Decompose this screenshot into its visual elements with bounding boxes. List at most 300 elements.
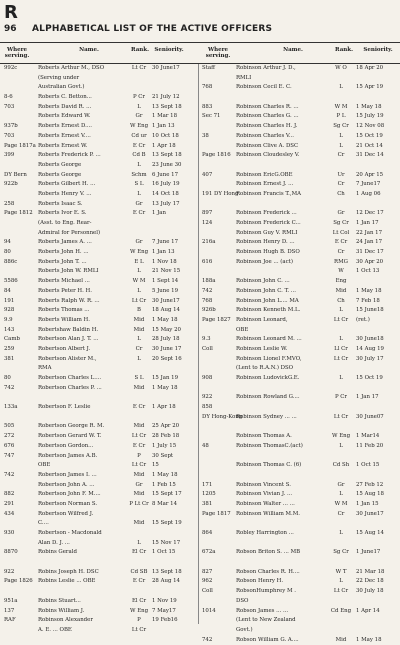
- table-row: [0, 568, 198, 578]
- seniority: 1 June17: [356, 549, 381, 556]
- where-serving: 381: [4, 355, 15, 362]
- officer-name: Roberts Ivor E. S.: [38, 210, 87, 217]
- where-serving: 291: [4, 500, 15, 507]
- table-row: [200, 161, 398, 171]
- officer-name: Robertson Alister M.,: [38, 355, 97, 362]
- where-serving: 48: [202, 442, 209, 449]
- table-row: [200, 229, 398, 239]
- seniority: 1 Nov 18: [152, 258, 177, 265]
- table-row: [200, 461, 398, 471]
- rank: L: [339, 442, 343, 449]
- table-row: [0, 267, 198, 277]
- rank: El Cr: [131, 549, 147, 556]
- officer-name: Robinson Clive A. DSC: [236, 142, 299, 149]
- where-serving: 188a: [202, 278, 216, 285]
- rank: Mid: [133, 471, 145, 478]
- rank: Sg Cr: [333, 220, 349, 226]
- table-row: [200, 636, 398, 645]
- rank: L: [137, 355, 141, 362]
- officer-name: Robinson John L.... MA: [236, 297, 299, 304]
- seniority: 1 Oct 13: [356, 268, 380, 275]
- rank: L: [137, 539, 141, 546]
- seniority: 31 Dec 17: [356, 249, 384, 256]
- where-serving: 883: [202, 103, 213, 110]
- where-serving: 143: [4, 326, 15, 333]
- officer-name: Roberts John H. ...: [38, 249, 89, 256]
- page-header: [0, 0, 400, 48]
- officer-name: Alan D. J. ...: [38, 539, 70, 546]
- seniority: 18 Apr 20: [356, 65, 384, 71]
- seniority: 1 Mar14: [356, 433, 380, 440]
- officer-name: (Serving under: [38, 74, 80, 81]
- seniority: 8 Mar 14: [152, 500, 178, 507]
- table-row: [0, 393, 198, 403]
- seniority: 30 June07: [356, 413, 384, 420]
- seniority: 15 Jan 19: [152, 375, 178, 381]
- header-where-serving-right: Where serving.: [205, 47, 231, 59]
- where-serving: Page 1817: [202, 510, 231, 517]
- table-row: [200, 374, 398, 384]
- seniority: 1 May 18: [152, 316, 178, 323]
- where-serving: Page 1816: [202, 152, 231, 159]
- header-name: Name.: [79, 47, 99, 53]
- rank: L: [339, 375, 343, 381]
- seniority: 30 Apr 20: [356, 258, 384, 265]
- where-serving: 768: [202, 297, 213, 304]
- officer-name: Robins Stuart...: [38, 597, 81, 604]
- table-row: [0, 316, 198, 326]
- officer-name: Robertson Charles P. ...: [38, 384, 102, 391]
- table-row: [0, 229, 198, 239]
- officer-name: Robinson Thomas A.: [236, 433, 292, 440]
- seniority: 14 Oct 18: [152, 190, 179, 197]
- officer-name: Robinson Hugh B. DSO: [236, 249, 300, 256]
- officer-name: Robson James ... ...: [236, 607, 289, 614]
- rank: Gr: [135, 481, 143, 488]
- officer-name: Robinson Frederick C...: [236, 220, 301, 226]
- table-row: [200, 277, 398, 287]
- seniority: 1 Jan 15: [356, 500, 379, 507]
- rank: L: [339, 132, 343, 139]
- rank: El Cr: [131, 597, 147, 604]
- where-serving: 703: [4, 103, 15, 110]
- where-serving: 258: [4, 200, 15, 207]
- table-row: [0, 490, 198, 500]
- seniority: 21 July 12: [152, 94, 180, 101]
- table-row: [0, 355, 198, 365]
- table-row: [200, 122, 398, 132]
- seniority: 1 Mar 18: [152, 113, 178, 120]
- table-row: [0, 335, 198, 345]
- seniority: 1 Oct 15: [152, 549, 176, 556]
- officer-name: Govt.): [236, 626, 253, 633]
- where-serving: 434: [4, 510, 15, 517]
- table-row: [0, 122, 198, 132]
- seniority: 13 July 17: [152, 200, 180, 207]
- table-row: [0, 607, 198, 617]
- left-officer-list: [0, 64, 199, 633]
- where-serving: 922: [4, 568, 15, 575]
- where-serving: 1014: [202, 607, 216, 614]
- officer-name: Robinson Walter ... ...: [236, 500, 295, 507]
- rank: Lt Cr: [333, 355, 349, 362]
- table-row: [0, 422, 198, 432]
- where-serving: Staff: [202, 65, 215, 71]
- table-row: [0, 180, 198, 190]
- officer-name: Robson William G. A....: [236, 636, 299, 643]
- officer-name: Robson Charles R. H....: [236, 568, 300, 575]
- officer-name: Robinson Francis T.,MA: [236, 190, 302, 197]
- where-serving: 191 DY Hong: [202, 190, 239, 197]
- where-serving: Coll: [202, 588, 213, 595]
- seniority: 1 Apr 18: [152, 142, 176, 149]
- rank: W Eng: [129, 607, 149, 614]
- officer-name: Roberts David R. ...: [38, 103, 92, 110]
- where-serving: Page 1817a: [4, 142, 36, 149]
- where-serving: 882: [4, 491, 15, 498]
- table-row: [200, 103, 398, 113]
- rank: W T: [335, 568, 347, 575]
- officer-name: Robertson Gordon...: [38, 442, 94, 449]
- seniority: (ret.): [356, 316, 370, 323]
- table-row: [200, 287, 398, 297]
- table-row: [0, 432, 198, 442]
- table-row: [200, 616, 398, 626]
- where-serving: 951a: [4, 597, 18, 604]
- officer-name: Robinson Arthur J. D.,: [236, 65, 296, 71]
- table-row: [200, 306, 398, 316]
- officer-name: Roberts Isaac S.: [38, 200, 83, 207]
- officer-name: (Lent to R.A.N.) DSO: [236, 365, 294, 372]
- rank: P: [137, 452, 141, 459]
- table-row: [200, 510, 398, 520]
- seniority: 7 May17: [152, 607, 176, 614]
- rank: Gr: [135, 239, 143, 246]
- where-serving: DY Bern: [4, 171, 27, 178]
- table-row: [0, 500, 198, 510]
- officer-name: Robinson Guy V. RMLI: [236, 229, 298, 236]
- rank: Mid: [335, 636, 347, 643]
- officer-name: Roberts Ernest V....: [38, 132, 91, 139]
- table-row: [0, 471, 198, 481]
- table-row: [200, 335, 398, 345]
- table-row: [200, 539, 398, 549]
- officer-name: Robins Gerald: [38, 549, 77, 556]
- rank: Lt Cr: [131, 462, 147, 469]
- seniority: 7 June 17: [152, 239, 179, 246]
- table-row: [200, 384, 398, 394]
- seniority: 11 Feb 20: [356, 442, 384, 449]
- table-row: [200, 64, 398, 74]
- rank: Ur: [337, 171, 345, 178]
- table-row: [0, 200, 198, 210]
- officer-name: Robinson Joe ... (act): [236, 258, 293, 265]
- rank: Schm: [131, 171, 147, 178]
- officer-name: RMLI: [236, 74, 252, 81]
- where-serving: Sec 71: [202, 113, 221, 120]
- seniority: 23 June 30: [152, 161, 182, 168]
- seniority: 25 Apr 20: [152, 423, 180, 430]
- table-row: [200, 345, 398, 355]
- rank: P Cr: [132, 94, 146, 101]
- rank: Mid: [335, 287, 347, 294]
- table-row: [200, 190, 398, 200]
- table-row: [0, 74, 198, 84]
- column-headers: [0, 42, 400, 64]
- rank: P L: [336, 113, 346, 120]
- rank: Cd Sh: [332, 462, 350, 469]
- rank: L: [339, 142, 343, 149]
- seniority: 15 June18: [356, 307, 384, 314]
- table-row: [200, 577, 398, 587]
- officer-name: Robinson Frederick ...: [236, 210, 297, 217]
- rank: P: [137, 617, 141, 624]
- seniority: 30 Sept: [152, 452, 174, 459]
- officer-name: Robertson George R. M.: [38, 423, 105, 430]
- officer-name: Robertson Gerard W. T.: [38, 433, 102, 440]
- where-serving: 864: [202, 530, 213, 536]
- rank: Cr: [337, 510, 345, 517]
- table-row: [200, 529, 398, 539]
- rank: W O: [335, 65, 347, 71]
- table-row: [200, 355, 398, 365]
- rank: L: [339, 530, 343, 536]
- table-row: [0, 132, 198, 142]
- page-number: 96: [4, 24, 17, 34]
- rank: L: [339, 578, 343, 585]
- table-row: [0, 510, 198, 520]
- table-row: [200, 209, 398, 219]
- rank: L: [137, 103, 141, 110]
- officer-name: Robinson Cloudesley V.: [236, 152, 300, 159]
- officer-name: RMA: [38, 365, 52, 372]
- table-row: [0, 558, 198, 568]
- seniority: 7 June17: [356, 181, 381, 188]
- rank: E Cr: [132, 142, 146, 149]
- seniority: 31 Dec 14: [356, 152, 384, 159]
- seniority: 28 Feb 18: [152, 433, 180, 440]
- where-serving: 8870: [4, 549, 18, 556]
- officer-name: Roberts Peter H. H.: [38, 287, 92, 294]
- officer-name: Robertson Charles L....: [38, 375, 102, 381]
- table-row: [0, 597, 198, 607]
- rank: W Eng: [129, 123, 149, 130]
- rank: Mid: [133, 384, 145, 391]
- table-row: [200, 626, 398, 636]
- rank: Cr: [337, 152, 345, 159]
- rank: Sg Cr: [333, 123, 349, 130]
- table-row: [200, 490, 398, 500]
- officer-name: Robinson John C. ...: [236, 278, 290, 285]
- rank: L: [137, 190, 141, 197]
- table-row: [200, 607, 398, 617]
- where-serving: 80: [4, 375, 11, 381]
- seniority: 20 Apr 15: [356, 171, 384, 178]
- officer-name: Robinson ThomasC.(act): [236, 442, 303, 449]
- page-title: ALPHABETICAL LIST OF THE ACTIVE OFFICERS: [32, 24, 273, 34]
- table-row: [200, 403, 398, 413]
- table-row: [0, 287, 198, 297]
- table-row: [200, 219, 398, 229]
- rank: Mid: [133, 326, 145, 333]
- header-name-right: Name.: [283, 47, 303, 53]
- table-row: [0, 626, 198, 636]
- table-row: [0, 112, 198, 122]
- where-serving: 8-6: [4, 94, 13, 101]
- seniority: 13 Sept 18: [152, 152, 182, 159]
- seniority: 5 June 19: [152, 287, 179, 294]
- seniority: 30 June 17: [152, 345, 182, 352]
- where-serving: 742: [202, 636, 213, 643]
- rank: W Eng: [129, 249, 149, 256]
- officer-name: Roberts William H.: [38, 316, 90, 323]
- table-row: [200, 267, 398, 277]
- rank: Lt Cr: [131, 297, 147, 304]
- rank: P Lt Cr: [129, 500, 149, 507]
- officer-name: OBE: [236, 326, 249, 333]
- table-row: [0, 345, 198, 355]
- officer-name: Robinson Leslie W.: [236, 345, 288, 352]
- where-serving: 922: [202, 394, 213, 401]
- where-serving: 908: [202, 375, 213, 381]
- table-row: [0, 306, 198, 316]
- rank: L: [339, 307, 343, 314]
- table-row: [200, 93, 398, 103]
- rank: L: [339, 84, 343, 91]
- where-serving: 768: [202, 84, 213, 91]
- officer-name: Roberts George: [38, 171, 82, 178]
- officer-name: Robinson Vincent S.: [236, 481, 291, 488]
- seniority: 15 Oct 19: [356, 375, 383, 381]
- rank: Lt Cr: [333, 413, 349, 420]
- rank: Cr: [135, 345, 143, 352]
- where-serving: DY Hong-Kong: [202, 413, 243, 420]
- rank: Cd Eng: [330, 607, 352, 614]
- rank: Ll Cr: [334, 345, 348, 352]
- header-rank-right: Rank.: [335, 47, 353, 53]
- table-row: [200, 171, 398, 181]
- table-row: [200, 180, 398, 190]
- header-seniority: Seniority.: [154, 47, 184, 53]
- seniority: 1 Jan 13: [152, 123, 175, 130]
- officer-name: Robinson Lionel F.MVO,: [236, 355, 302, 362]
- where-serving: Camb: [4, 336, 20, 343]
- rank: W Eng: [331, 433, 351, 440]
- where-serving: 616: [202, 258, 213, 265]
- rank: Mid: [133, 491, 145, 498]
- table-row: [0, 93, 198, 103]
- seniority: 10 Oct 18: [152, 132, 179, 139]
- where-serving: 9.3: [202, 336, 211, 343]
- officer-name: Roberts Ernest D....: [38, 123, 92, 130]
- rank: RMG: [334, 258, 348, 265]
- where-serving: 9.9: [4, 316, 13, 323]
- where-serving: 742: [4, 471, 15, 478]
- officer-name: Robertson John F. M....: [38, 491, 101, 498]
- table-row: [200, 481, 398, 491]
- rank: L: [339, 336, 343, 343]
- officer-name: Roberts Ralph W. R. ...: [38, 297, 100, 304]
- officer-name: Roberts C. Betton...: [38, 94, 92, 101]
- seniority: 15: [152, 462, 159, 469]
- seniority: 30 June18: [356, 336, 384, 343]
- officer-name: Robson Henry H.: [236, 578, 284, 585]
- where-serving: RAF: [4, 617, 16, 624]
- officer-name: Robinson Charles G. ...: [236, 113, 299, 120]
- where-serving: 1205: [202, 491, 216, 498]
- table-row: [0, 519, 198, 529]
- table-row: [200, 413, 398, 423]
- rank: W M: [334, 103, 348, 110]
- table-row: [200, 326, 398, 336]
- table-row: [0, 577, 198, 587]
- table-row: [200, 142, 398, 152]
- officer-name: Roberts James A. ...: [38, 239, 92, 246]
- officer-name: C....: [38, 520, 49, 527]
- rank: S L: [134, 375, 144, 381]
- where-serving: 137: [4, 607, 15, 614]
- seniority: 1 May 18: [152, 384, 178, 391]
- officer-name: Roberts Gilbert H. ...: [38, 181, 96, 188]
- rank: Cd SB: [130, 568, 148, 575]
- officer-name: Australian Govt.): [38, 84, 85, 91]
- seniority: 30 July 18: [356, 588, 384, 595]
- table-row: [200, 258, 398, 268]
- seniority: 21 Mar 18: [356, 568, 385, 575]
- where-serving: 747: [4, 452, 15, 459]
- rank: E Cr: [334, 239, 348, 246]
- officer-name: Robins Leslie ... OBE: [38, 578, 96, 585]
- where-serving: 399: [4, 152, 15, 159]
- where-serving: 216a: [202, 239, 216, 246]
- officer-name: Robinson Alexander: [38, 617, 93, 624]
- table-row: [0, 297, 198, 307]
- seniority: 13 Sept 18: [152, 568, 182, 575]
- seniority: 1 July 15: [152, 442, 177, 449]
- seniority: 1 Jan: [152, 210, 166, 217]
- where-serving: 858: [202, 404, 213, 411]
- rank: L: [137, 336, 141, 343]
- table-row: [0, 103, 198, 113]
- rank: E L: [134, 258, 144, 265]
- seniority: 20 Sept 16: [152, 355, 182, 362]
- rank: Gr: [135, 113, 143, 120]
- table-row: [200, 548, 398, 558]
- rank: Eng: [335, 278, 347, 285]
- where-serving: 5586: [4, 278, 18, 285]
- table-row: [0, 142, 198, 152]
- officer-name: Robertson John A. ...: [38, 481, 95, 488]
- table-row: [0, 171, 198, 181]
- officer-name: RobsonHumphrey M .: [236, 588, 296, 595]
- header-rank: Rank.: [131, 47, 149, 53]
- table-row: [0, 461, 198, 471]
- seniority: 30 June17: [152, 65, 180, 71]
- where-serving: Page 1812: [4, 210, 33, 217]
- seniority: 15 Oct 19: [356, 132, 383, 139]
- header-seniority-right: Seniority.: [363, 47, 393, 53]
- seniority: 7 Feb 18: [356, 297, 380, 304]
- seniority: 1 Nov 19: [152, 597, 177, 604]
- table-row: [200, 471, 398, 481]
- table-row: [200, 83, 398, 93]
- where-serving: Page 1827: [202, 316, 231, 323]
- table-row: [0, 83, 198, 93]
- table-row: [200, 597, 398, 607]
- officer-name: Robinson LudovickG.E.: [236, 375, 300, 381]
- table-row: [0, 481, 198, 491]
- seniority: 1 Oct 15: [356, 462, 380, 469]
